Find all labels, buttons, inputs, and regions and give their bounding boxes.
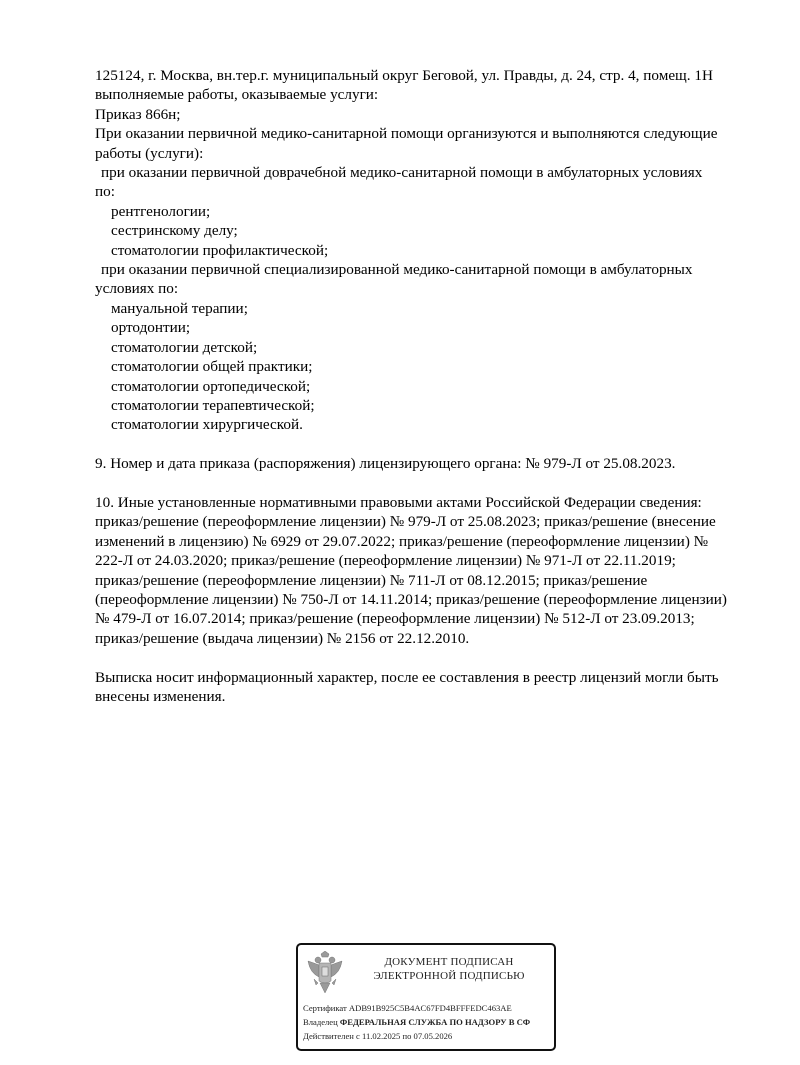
list-item: стоматологии общей практики;: [111, 358, 313, 376]
works-heading: выполняемые работы, оказываемые услуги:: [95, 86, 379, 104]
section10-line: приказ/решение (выдача лицензии) № 2156 от 22.12.2010.: [95, 629, 470, 647]
order-line: Приказ 866н;: [95, 105, 181, 123]
spacer: [95, 435, 775, 454]
list-item: сестринскому делу;: [111, 222, 238, 240]
spacer: [95, 474, 775, 493]
section-9: 9. Номер и дата приказа (распоряжения) лицензирующего органа: № 979-Л от 25.08.2023.: [95, 455, 676, 473]
section10-line: (переоформление лицензии) № 750-Л от 14.11.2014; приказ/решение (переоформление лицензии): [95, 590, 727, 608]
group1-heading-line-1: при оказании первичной доврачебной медико-санитарной помощи в амбулаторных условиях: [101, 164, 703, 182]
section10-line: 10. Иные установленные нормативными правовыми актами Российской Федерации сведения:: [95, 493, 702, 511]
section10-line: приказ/решение (переоформление лицензии) № 979-Л от 25.08.2023; приказ/решение (внесение: [95, 513, 716, 531]
list-item: стоматологии терапевтической;: [111, 396, 315, 414]
list-item: мануальной терапии;: [111, 299, 248, 317]
certificate-label: Сертификат: [303, 1003, 347, 1013]
certificate-value: ADB91B925C5B4AC67FD4BFFFEDC463AE: [348, 1003, 512, 1013]
intro-line-2: работы (услуги):: [95, 144, 204, 162]
group2-heading-line-2: условиях по:: [95, 280, 179, 298]
stamp-info: [303, 1001, 530, 1043]
russian-coat-of-arms-icon: [306, 951, 344, 995]
electronic-signature-stamp: [296, 943, 556, 1051]
list-item: ортодонтии;: [111, 319, 191, 337]
document-page: [95, 66, 775, 706]
section10-line: изменений в лицензию) № 6929 от 29.07.2022; приказ/решение (переоформление лицензии) №: [95, 532, 709, 550]
certificate-row: [303, 1001, 530, 1015]
list-item: стоматологии профилактической;: [111, 241, 329, 259]
list-item: стоматологии детской;: [111, 338, 258, 356]
disclaimer-line-1: Выписка носит информационный характер, после ее составления в реестр лицензий могли быть: [95, 668, 719, 686]
section10-line: приказ/решение (переоформление лицензии) № 711-Л от 08.12.2015; приказ/решение: [95, 571, 648, 589]
section10-line: № 479-Л от 16.07.2014; приказ/решение (переоформление лицензии) № 512-Л от 23.09.2013;: [95, 610, 695, 628]
list-item: стоматологии хирургической.: [111, 416, 303, 434]
list-item: рентгенологии;: [111, 202, 211, 220]
group-prehospital: [95, 163, 775, 260]
intro-line-1: При оказании первичной медико-санитарной помощи организуются и выполняются следующие: [95, 125, 718, 143]
disclaimer-line-2: внесены изменения.: [95, 687, 226, 705]
address-line: 125124, г. Москва, вн.тер.г. муниципальный округ Беговой, ул. Правды, д. 24, стр. 4, помещ. 1Н: [95, 67, 713, 84]
owner-row: [303, 1015, 530, 1029]
stamp-title-line-1: ДОКУМЕНТ ПОДПИСАН: [384, 956, 514, 968]
group1-heading-line-2: по:: [95, 183, 115, 201]
section-10: [95, 493, 775, 648]
list-item: стоматологии ортопедической;: [111, 377, 311, 395]
validity-row: Действителен с 11.02.2025 по 07.05.2026: [303, 1031, 453, 1041]
section10-line: 222-Л от 24.03.2020; приказ/решение (переоформление лицензии) № 971-Л от 22.11.2019;: [95, 552, 676, 570]
spacer: [95, 648, 775, 667]
owner-value: ФЕДЕРАЛЬНАЯ СЛУЖБА ПО НАДЗОРУ В СФ: [339, 1017, 531, 1027]
stamp-title: [354, 955, 544, 983]
stamp-title-line-2: ЭЛЕКТРОННОЙ ПОДПИСЬЮ: [373, 970, 525, 982]
group-specialized: [95, 260, 775, 435]
group2-heading-line-1: при оказании первичной специализированной медико-санитарной помощи в амбулаторных: [101, 261, 693, 279]
owner-label: Владелец: [303, 1017, 338, 1027]
